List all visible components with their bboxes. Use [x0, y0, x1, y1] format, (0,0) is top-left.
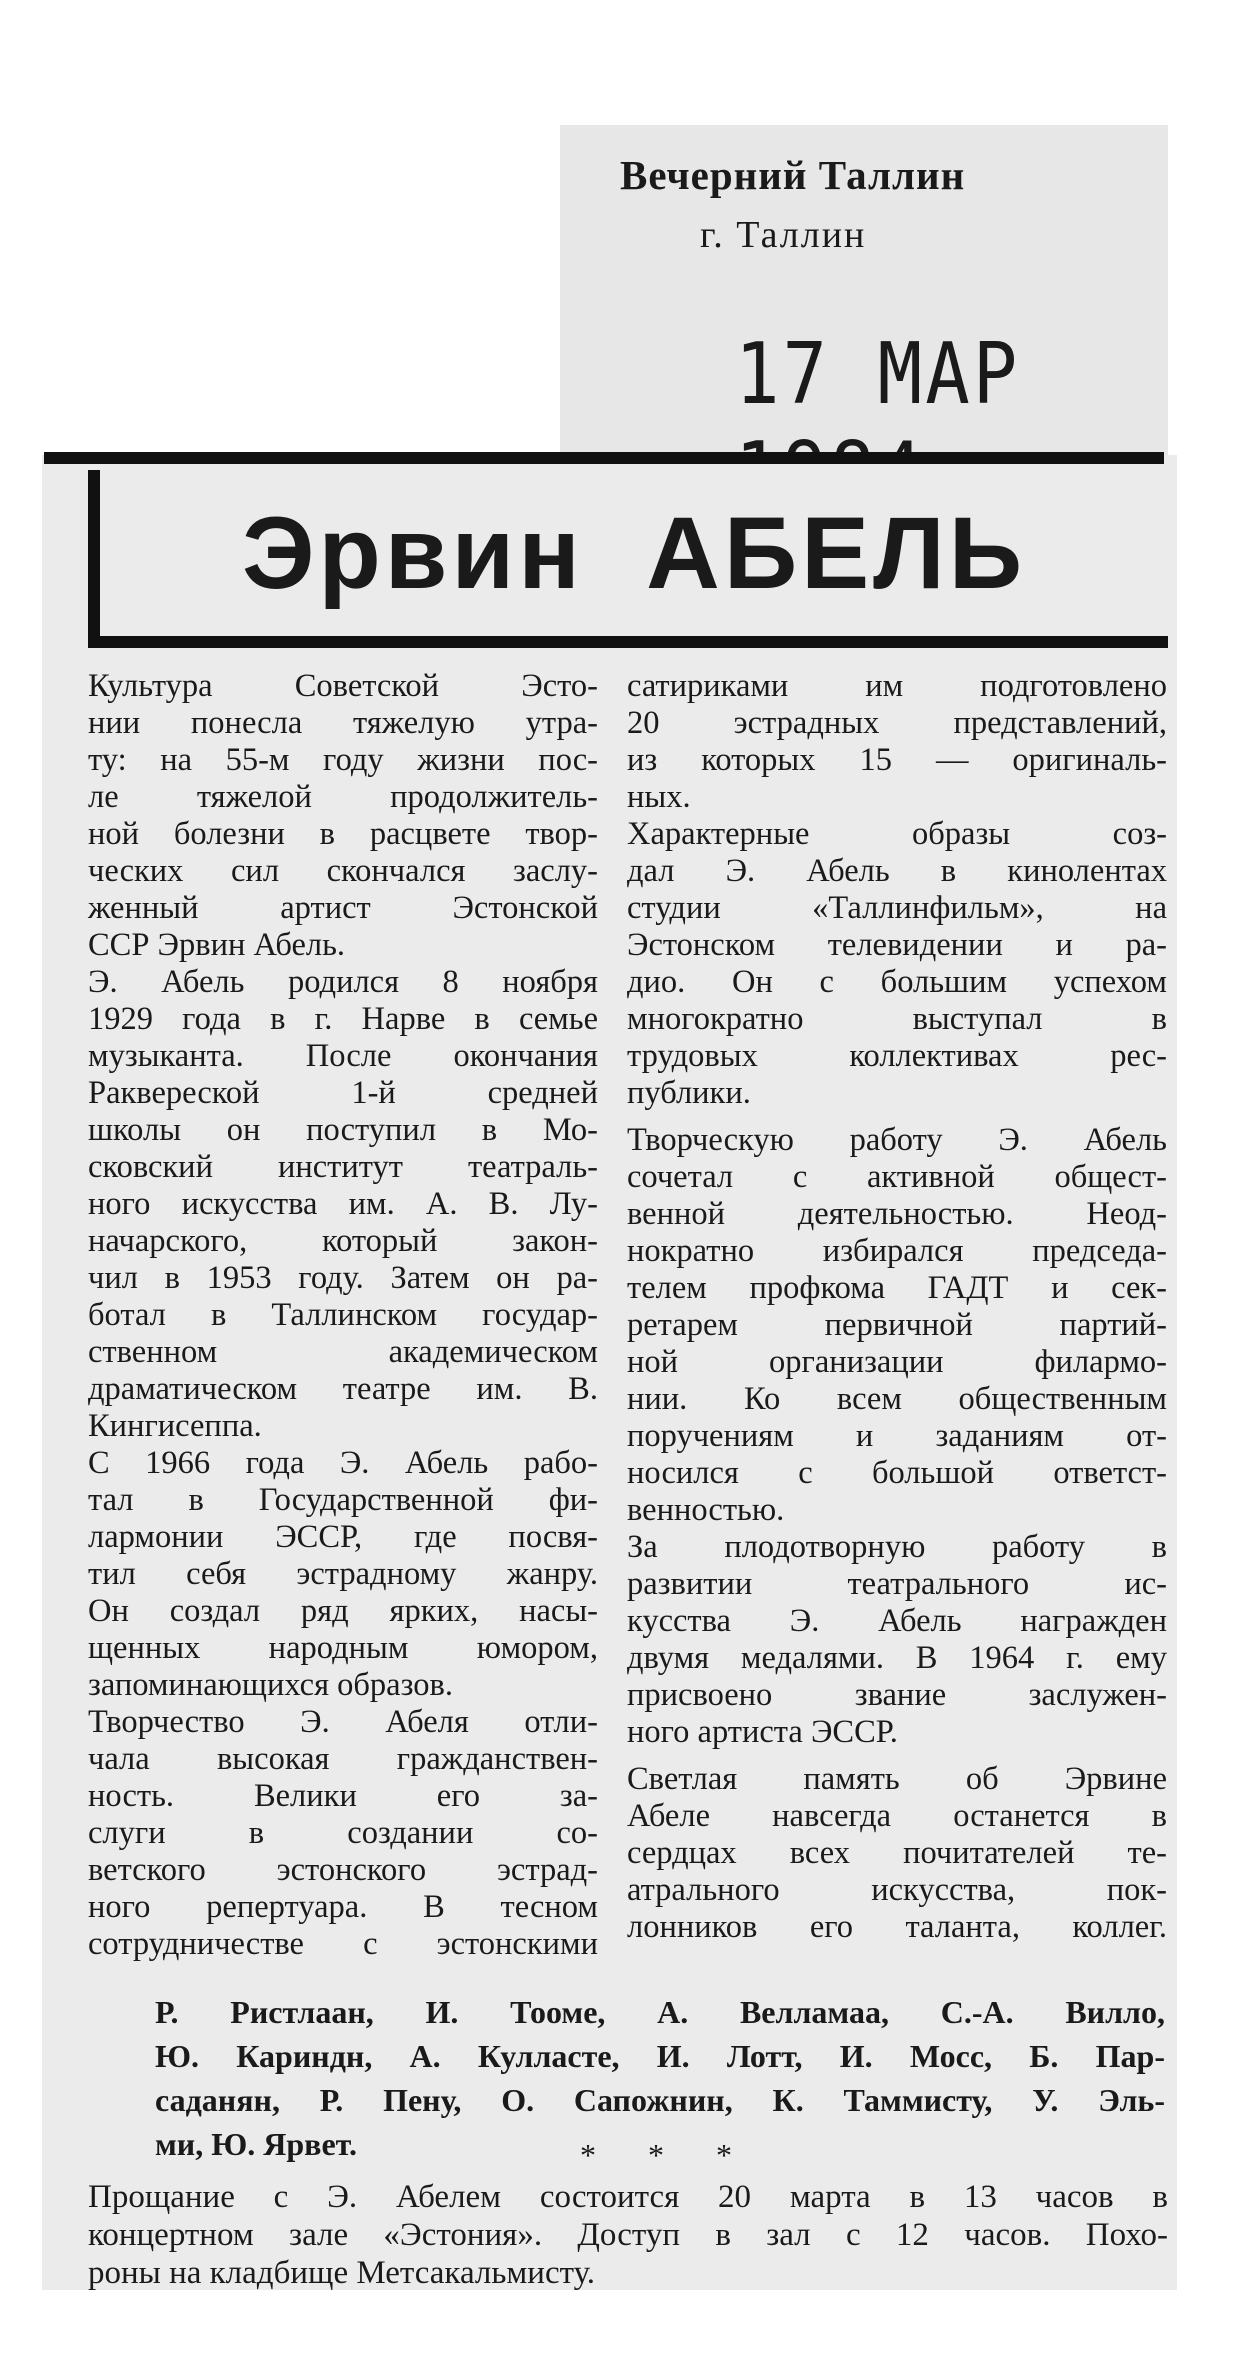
text-line: ственном академическом	[88, 1334, 598, 1370]
text-line: Э. Абель родился 8 ноября	[88, 964, 598, 1000]
text-line: лармонии ЭССР, где посвя-	[88, 1519, 598, 1555]
headline-frame	[88, 470, 1168, 648]
text-line: Раквереской 1-й средней	[88, 1075, 598, 1111]
text-line: 1929 года в г. Нарве в семье	[88, 1001, 598, 1037]
text-line: ного артиста ЭССР.	[627, 1714, 898, 1750]
text-line: сотрудничестве с эстонскими	[88, 1926, 598, 1962]
text-line: драматическом театре им. В.	[88, 1371, 598, 1407]
text-line: развитии театрального ис-	[627, 1566, 1167, 1602]
text-line: ветского эстонского эстрад-	[88, 1852, 598, 1888]
text-line: ной болезни в расцвете твор-	[88, 816, 598, 852]
text-line: сочетал с активной общест-	[627, 1159, 1167, 1195]
notice-line: Прощание с Э. Абелем состоится 20 марта в 13 часов в	[88, 2179, 1168, 2215]
text-line: ССР Эрвин Абель.	[88, 927, 346, 963]
text-line: ных.	[627, 779, 691, 815]
text-line: венностью.	[627, 1492, 785, 1528]
text-line: ле тяжелой продолжитель-	[88, 779, 598, 815]
text-line: Кингисеппа.	[88, 1408, 262, 1444]
text-line: слуги в создании со-	[88, 1815, 598, 1851]
text-line: С 1966 года Э. Абель рабо-	[88, 1445, 598, 1481]
text-line: Светлая память об Эрвине	[627, 1761, 1167, 1797]
text-line: ного репертуара. В тесном	[88, 1889, 598, 1925]
text-line: дал Э. Абель в кинолентах	[627, 853, 1167, 889]
section-separator: * * *	[580, 2137, 754, 2173]
text-line: ту: на 55-м году жизни пос-	[88, 742, 598, 778]
text-line: сердцах всех почитателей те-	[627, 1835, 1167, 1871]
text-line: Характерные образы соз-	[627, 816, 1167, 852]
text-line: школы он поступил в Мо-	[88, 1112, 598, 1148]
text-line: ческих сил скончался заслу-	[88, 853, 598, 889]
text-line: ботал в Таллинском государ-	[88, 1297, 598, 1333]
headline: Эрвин АБЕЛЬ	[241, 495, 1027, 610]
text-line: лонников его таланта, коллег.	[627, 1909, 1167, 1945]
text-line: публики.	[627, 1075, 751, 1111]
funeral-notice	[88, 2178, 1168, 2292]
text-line: студии «Таллинфильм», на	[627, 890, 1167, 926]
article-right-column	[627, 668, 1167, 1946]
text-line: нии. Ко всем общественным	[627, 1381, 1167, 1417]
notice-line: концертном зале «Эстония». Доступ в зал с 12 часов. Похо-	[88, 2217, 1168, 2253]
publication-name: Вечерний Таллин	[620, 152, 966, 198]
text-line: чала высокая гражданствен-	[88, 1741, 598, 1777]
text-line: ного искусства им. А. В. Лу-	[88, 1186, 598, 1222]
text-line: нократно избирался председа-	[627, 1233, 1167, 1269]
text-line: дио. Он с большим успехом	[627, 964, 1167, 1000]
text-line: ность. Велики его за-	[88, 1778, 598, 1814]
text-line: ретарем первичной партий-	[627, 1307, 1167, 1343]
article-left-column	[88, 668, 598, 1963]
text-line: тал в Государственной фи-	[88, 1482, 598, 1518]
stamp-date: 17 МАР	[735, 325, 1021, 424]
text-line: трудовых коллективах рес-	[627, 1038, 1167, 1074]
text-line: Творчество Э. Абеля отли-	[88, 1704, 598, 1740]
text-line: щенных народным юмором,	[88, 1630, 598, 1666]
text-line: присвоено звание заслужен-	[627, 1677, 1167, 1713]
text-line: кусства Э. Абель награжден	[627, 1603, 1167, 1639]
paragraph-gap	[627, 1751, 1167, 1761]
text-line: двумя медалями. В 1964 г. ему	[627, 1640, 1167, 1676]
signature-line: Р. Ристлаан, И. Тооме, А. Велламаа, С.-А. Вилло,	[155, 1994, 1165, 2030]
text-line: телем профкома ГАДТ и сек-	[627, 1270, 1167, 1306]
text-line: поручениям и заданиям от-	[627, 1418, 1167, 1454]
text-line: многократно выступал в	[627, 1001, 1167, 1037]
publication-city: г. Таллин	[700, 214, 867, 256]
text-line: сковский институт театраль-	[88, 1149, 598, 1185]
text-line: венной деятельностью. Неод-	[627, 1196, 1167, 1232]
signature-line: саданян, Р. Пену, О. Сапожнин, К. Таммисту, У. Эль-	[155, 2082, 1165, 2118]
newspaper-stamp	[560, 125, 1168, 455]
text-line: Абеле навсегда останется в	[627, 1798, 1167, 1834]
text-line: музыканта. После окончания	[88, 1038, 598, 1074]
text-line: носился с большой ответст-	[627, 1455, 1167, 1491]
text-line: ной организации филармо-	[627, 1344, 1167, 1380]
text-line: нии понесла тяжелую утра-	[88, 705, 598, 741]
text-line: 20 эстрадных представлений,	[627, 705, 1167, 741]
signature-line: ми, Ю. Ярвет.	[155, 2126, 357, 2162]
text-line: из которых 15 — оригиналь-	[627, 742, 1167, 778]
signature-line: Ю. Кариндн, А. Кулласте, И. Лотт, И. Мосс, Б. Пар-	[155, 2038, 1165, 2074]
text-line: женный артист Эстонской	[88, 890, 598, 926]
text-line: чил в 1953 году. Затем он ра-	[88, 1260, 598, 1296]
text-line: запоминающихся образов.	[88, 1667, 453, 1703]
text-line: начарского, который закон-	[88, 1223, 598, 1259]
text-line: За плодотворную работу в	[627, 1529, 1167, 1565]
text-line: Эстонском телевидении и ра-	[627, 927, 1167, 963]
paragraph-gap	[627, 1112, 1167, 1122]
headline-top-rule	[44, 452, 1164, 464]
text-line: тил себя эстрадному жанру.	[88, 1556, 598, 1592]
notice-line: роны на кладбище Метсакальмисту.	[88, 2255, 596, 2291]
text-line: Он создал ряд ярких, насы-	[88, 1593, 598, 1629]
text-line: сатириками им подготовлено	[627, 668, 1167, 704]
text-line: Культура Советской Эсто-	[88, 668, 598, 704]
text-line: атрального искусства, пок-	[627, 1872, 1167, 1908]
text-line: Творческую работу Э. Абель	[627, 1122, 1167, 1158]
